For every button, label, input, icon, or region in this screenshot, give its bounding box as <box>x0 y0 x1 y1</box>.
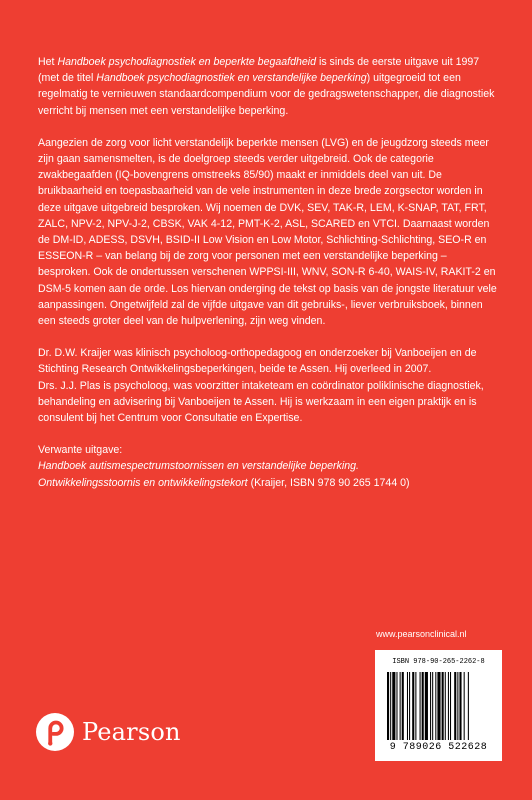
author-plas: Drs. J.J. Plas is psycholoog, was voorzitter intaketeam en coördinator poliklinische diagnostiek, behandeling en advisering bij Vanboeijen te Assen. Hij is werkzaam in een eigen praktijk en is consulent bij het Centrum voor Consultatie en Expertise. <box>38 379 484 425</box>
pearson-wordmark: Pearson <box>82 718 181 746</box>
intro-text-c: ) uitgegroeid tot een regelmatig te vernieuwen standaardcompendium voor de gedragswetenschapper, die diagnostiek verricht bij mensen met een verstandelijke beperking. <box>38 72 495 117</box>
pearson-logo-icon <box>36 713 74 751</box>
intro-text-b: is sinds de eerste uitgave uit 1997 (met de titel <box>38 56 480 85</box>
barcode-bars <box>385 672 492 742</box>
former-title: Handboek psychodiagnostiek en verstandelijke beperking <box>96 72 367 85</box>
intro-paragraph <box>38 54 500 119</box>
author-kraijer: Dr. D.W. Kraijer was klinisch psycholoog-orthopedagoog en onderzoeker bij Vanboeijen en de Stichting Research Ontwikkelingsbeperkingen, beide te Assen. Hij overleed in 2007. <box>38 347 477 376</box>
related-heading: Verwante uitgave: <box>38 444 123 457</box>
intro-text-a: Het <box>38 56 58 68</box>
related-title-line2: Ontwikkelingsstoornis en ontwikkelingstekort <box>38 476 248 489</box>
pearson-logo <box>36 710 181 754</box>
book-title: Handboek psychodiagnostiek en beperkte begaafdheid <box>57 56 317 68</box>
related-title <box>38 458 500 490</box>
related-isbn: (Kraijer, ISBN 978 90 265 1744 0) <box>247 476 410 489</box>
related-title-line1: Handboek autismespectrumstoornissen en verstandelijke beperking. <box>38 460 359 473</box>
scope-paragraph: Aangezien de zorg voor licht verstandelijk beperkte mensen (LVG) en de jeugdzorg steeds meer zijn gaan samensmelten, is de doelgroep steeds verder uitgebreid. Ook de categorie zwakbegaafden (IQ-bovengrens omstreeks 85/90) maakt er inmiddels deel van uit. De bruikbaarheid en toepasbaarheid van de vele instrumenten in deze brede zorgsector worden in deze uitgave uitgebreid besproken. Wij noemen de DVK, SEV, TAK-R, LEM, K-SNAP, TAT, FRT, ZALC, NPV-2, NPV-J-2, CBSK, VAK 4-12, PMT-K-2, ASL, SCARED en VTCI. Daarnaast worden de DM-ID, ADESS, DSVH, BSID-II Low Vision en Low Motor, Schlichting-Schlichting, SEO-R en ESSEON-R – van belang bij de zorg voor personen met een verstandelijke beperking – besproken. Ook de ondertussen verschenen WPPSI-III, WNV, SON-R 6-40, WAIS-IV, RAKIT-2 en DSM-5 komen aan de orde. Los hiervan onderging de tekst op basis van de jongste literatuur vele aanpassingen. Ongetwijfeld zal de vijfde uitgave van dit gebruiks-, liever verbruiksboek, binnen een steeds groter deel van de hulpverlening, zijn weg vinden. <box>38 136 497 328</box>
back-cover-text <box>38 54 500 491</box>
isbn-number: 9 789026 522628 <box>389 742 488 753</box>
isbn-label: ISBN 978-90-265-2262-8 <box>392 658 485 666</box>
barcode <box>375 650 502 761</box>
publisher-url[interactable]: www.pearsonclinical.nl <box>376 629 467 639</box>
